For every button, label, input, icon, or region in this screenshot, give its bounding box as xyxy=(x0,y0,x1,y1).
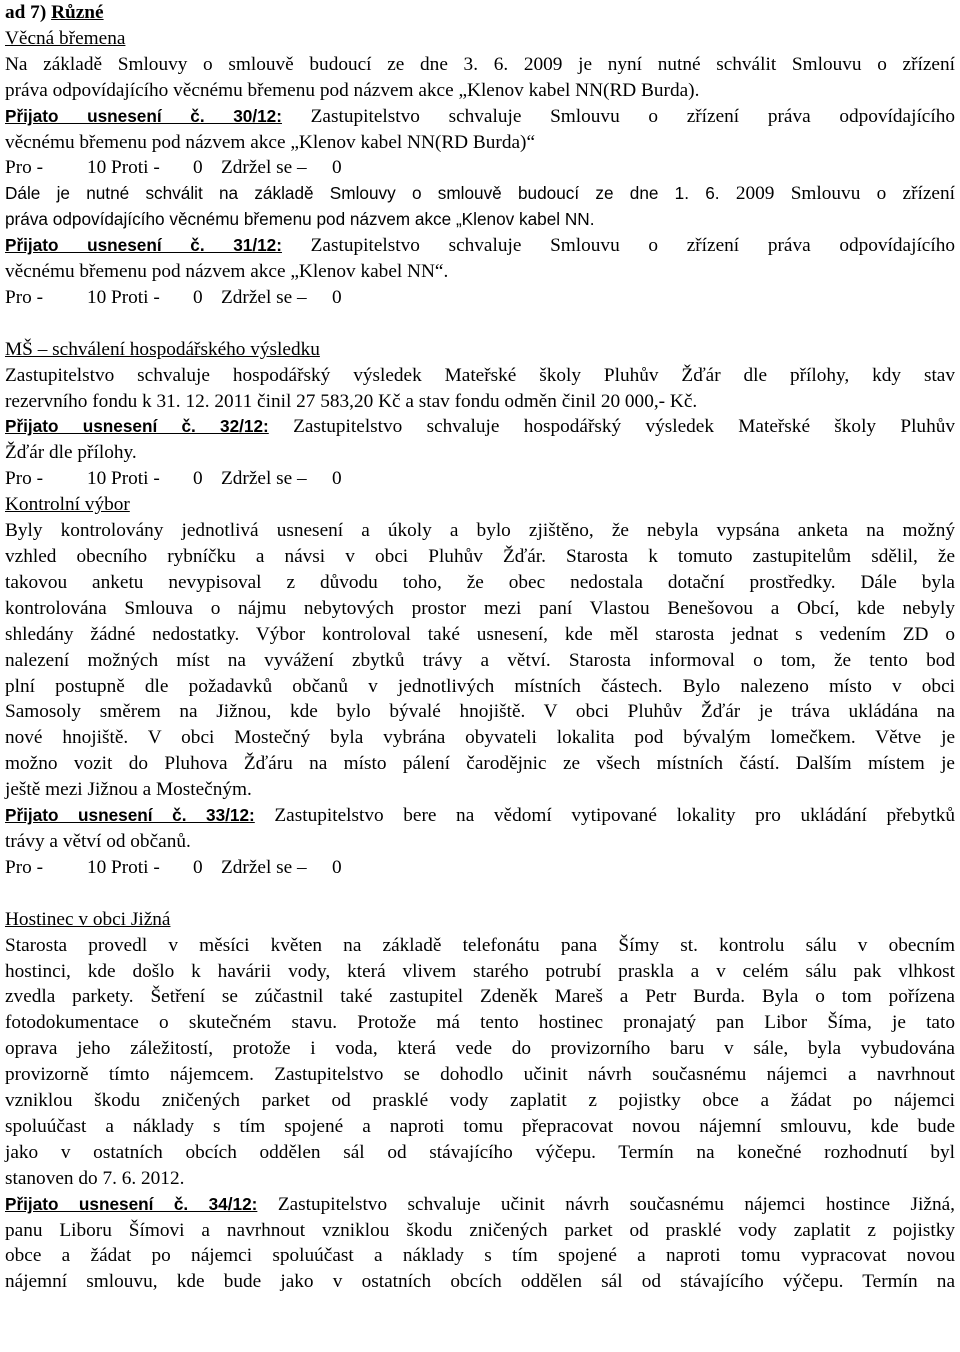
vote-against-label: Proti - xyxy=(111,468,160,490)
resolution-34-line: nájemní smlouvu, kde bude jako v ostatních obcích oddělen sál od stávajícího výčepu. Termín na xyxy=(5,1271,955,1293)
paragraph-line: plní postupně dle požadavků občanů v jednotlivých místních částech. Bylo nalezeno místo v obci xyxy=(5,675,955,697)
vote-against-label: Proti - xyxy=(111,157,160,179)
subsection-title-audit-committee: Kontrolní výbor xyxy=(5,494,130,516)
vote-pro-label: Pro - xyxy=(5,468,44,490)
paragraph-line: shledány žádné nedostatky. Výbor kontroloval také usnesení, kde měl starosta jednat s vedením ZD o xyxy=(5,623,955,645)
subsection-title-inn: Hostinec v obci Jižná xyxy=(5,908,171,930)
paragraph-line: kontrolována Smlouva o nájmu nebytových prostor mezi paní Vlastou Benešovou a Obcí, kde nebyly xyxy=(5,597,955,619)
vote-against-count: 0 xyxy=(193,286,203,308)
resolution-34-line: obce a žádat po nájemci spoluúčast a náklady s tím spojené a naproti tomu vypracovat novou xyxy=(5,1245,955,1267)
paragraph-line: fotodokumentace o skutečném stavu. Protože má tento hostinec pronajatý pan Libor Šíma, je tato xyxy=(5,1012,955,1034)
paragraph-line: stanoven do 7. 6. 2012. xyxy=(5,1167,185,1189)
resolution-33-line: trávy a větví od občanů. xyxy=(5,830,191,852)
vote-abstain-count: 0 xyxy=(332,157,342,179)
vote-abstain-count: 0 xyxy=(332,286,342,308)
resolution-31-line: věcnému břemenu pod názvem akce „Klenov kabel NN“. xyxy=(5,261,449,283)
paragraph-line: vzhled obecního rybníčku a návsi v obci Pluhův Žďár. Starosta k tomuto zastupitelům sdělil, že xyxy=(5,546,955,568)
resolution-34-line: panu Liboru Šímovi a navrhnout vzniklou škodu zničených parket od prasklé vody zaplatit z pojistky xyxy=(5,1219,955,1241)
resolution-label: Přijato usnesení č. 31/12: xyxy=(5,235,282,256)
resolution-text: Zastupitelstvo bere na vědomí vytipované lokality pro ukládání přebytků xyxy=(254,805,955,827)
resolution-30-line xyxy=(5,104,955,130)
resolution-label: Přijato usnesení č. 33/12: xyxy=(5,805,255,826)
resolution-label: Přijato usnesení č. 32/12: xyxy=(5,416,269,437)
vote-pro-label: Pro - xyxy=(5,286,44,308)
vote-abstain-label: Zdržel se – xyxy=(221,856,307,878)
vote-result xyxy=(5,855,955,881)
subsection-title-easements: Věcná břemena xyxy=(5,27,126,49)
resolution-30-line: věcnému břemenu pod názvem akce „Klenov kabel NN(RD Burda)“ xyxy=(5,131,536,153)
vote-pro-label: Pro - xyxy=(5,157,44,179)
paragraph-line: zvedla parkety. Šetření se zúčastnil také zastupitel Zdeněk Mareš a Petr Burda. Byla o tom pořízena xyxy=(5,986,955,1008)
paragraph-line: jako v ostatních obcích oddělen sál od stávajícího výčepu. Termín na konečné rozhodnutí byl xyxy=(5,1141,955,1163)
paragraph-line: spoluúčast a náklady s tím spojené a naproti tomu přepracovat novou nájemní smlouvu, kde bude xyxy=(5,1115,955,1137)
paragraph-text-sans: Dále je nutné schválit na základě Smlouvy o smlouvě budoucí ze dne 1. 6. xyxy=(5,183,720,204)
vote-against-label: Proti - xyxy=(111,286,160,308)
resolution-32-line xyxy=(5,414,955,440)
vote-abstain-count: 0 xyxy=(332,856,342,878)
vote-result xyxy=(5,466,955,492)
paragraph-line: Byly kontrolovány jednotlivá usnesení a úkoly a bylo zjištěno, že nebyla vypsána anketa na možný xyxy=(5,520,955,542)
vote-abstain-label: Zdržel se – xyxy=(221,468,307,490)
resolution-text: Zastupitelstvo schvaluje hospodářský výsledek Mateřské školy Pluhův xyxy=(268,416,955,438)
paragraph-line: Samosoly směrem na Jižnou, kde bylo bývalé hnojiště. V obci Pluhův Žďár je tráva ukládána na xyxy=(5,701,955,723)
section-heading xyxy=(5,0,955,26)
paragraph-line: práva odpovídajícího věcnému břemenu pod názvem akce „Klenov kabel NN(RD Burda). xyxy=(5,79,700,101)
paragraph-line: Na základě Smlouvy o smlouvě budoucí ze dne 3. 6. 2009 je nyní nutné schválit Smlouvu o zřízení xyxy=(5,53,955,75)
vote-pro-count: 10 xyxy=(87,468,107,490)
vote-pro-count: 10 xyxy=(87,157,107,179)
vote-pro-label: Pro - xyxy=(5,856,44,878)
paragraph-text: 2009 Smlouvu o zřízení xyxy=(719,183,955,205)
resolution-text: Zastupitelstvo schvaluje Smlouvu o zřízení práva odpovídajícího xyxy=(281,105,955,127)
paragraph-line: možno vozit do Pluhova Žďáru na místo pálení čarodějnic ze všech místních částí. Dalším místem je xyxy=(5,753,955,775)
paragraph-line: nalezení možných míst na vyvážení zbytků trávy a větví. Starosta informoval o tom, že tento bod xyxy=(5,649,955,671)
paragraph-line: rezervního fondu k 31. 12. 2011 činil 27 583,20 Kč a stav fondu odměn činil 20 000,- Kč. xyxy=(5,390,698,412)
resolution-text: Zastupitelstvo schvaluje Smlouvu o zřízení práva odpovídajícího xyxy=(281,235,955,257)
resolution-label: Přijato usnesení č. 30/12: xyxy=(5,105,282,126)
vote-abstain-label: Zdržel se – xyxy=(221,286,307,308)
paragraph-line: oprava jeho záležitostí, protože i voda, která vede do provizorního baru v sále, byla vybudována xyxy=(5,1038,955,1060)
vote-abstain-count: 0 xyxy=(332,468,342,490)
paragraph-line: Zastupitelstvo schvaluje hospodářský výsledek Mateřské školy Pluhův Žďár dle přílohy, kdy stav xyxy=(5,364,955,386)
spacer xyxy=(5,311,955,337)
vote-pro-count: 10 xyxy=(87,286,107,308)
resolution-32-line: Žďár dle přílohy. xyxy=(5,442,137,464)
subsection-title-kindergarten: MŠ – schválení hospodářského výsledku xyxy=(5,338,320,360)
resolution-34-line xyxy=(5,1192,955,1218)
paragraph-line: vzniklou škodu zničených parket od prasklé vody zaplatit z pojistky obce a žádat po nájemci xyxy=(5,1090,955,1112)
paragraph-line: hostinci, kde došlo k havárii vody, která vlivem starého potrubí praskla a v celém sálu pak vlhkost xyxy=(5,960,955,982)
paragraph-line: provizorně tímto nájemcem. Zastupitelstvo se dohodlo učinit návrh současnému nájemci a navrhnout xyxy=(5,1064,955,1086)
vote-pro-count: 10 xyxy=(87,856,107,878)
heading-number: ad 7) xyxy=(5,2,52,23)
resolution-33-line xyxy=(5,803,955,829)
paragraph-line: takovou anketu nevypisoval z důvodu toho, že obec nedostala dotační prostředky. Dále byla xyxy=(5,571,955,593)
spacer xyxy=(5,881,955,907)
paragraph-line: práva odpovídajícího věcnému břemenu pod názvem akce „Klenov kabel NN. xyxy=(5,209,595,230)
paragraph-line: nové hnojiště. V obci Mostečný byla vybrána obyvateli lokalita pod bývalým lomečkem. Větve je xyxy=(5,727,955,749)
paragraph-line xyxy=(5,181,955,207)
vote-against-count: 0 xyxy=(193,157,203,179)
vote-result xyxy=(5,285,955,311)
resolution-31-line xyxy=(5,233,955,259)
paragraph-line: Starosta provedl v měsíci květen na základě telefonátu pana Šímy st. kontrolu sálu v obecním xyxy=(5,934,955,956)
resolution-label: Přijato usnesení č. 34/12: xyxy=(5,1193,258,1214)
paragraph-line: ještě mezi Jižnou a Mostečným. xyxy=(5,779,252,801)
heading-title: Různé xyxy=(51,2,104,23)
vote-abstain-label: Zdržel se – xyxy=(221,157,307,179)
vote-against-count: 0 xyxy=(193,468,203,490)
resolution-text: Zastupitelstvo schvaluje učinit návrh současnému nájemci hostince Jižná, xyxy=(257,1193,955,1215)
vote-against-count: 0 xyxy=(193,856,203,878)
vote-against-label: Proti - xyxy=(111,856,160,878)
vote-result xyxy=(5,155,955,181)
